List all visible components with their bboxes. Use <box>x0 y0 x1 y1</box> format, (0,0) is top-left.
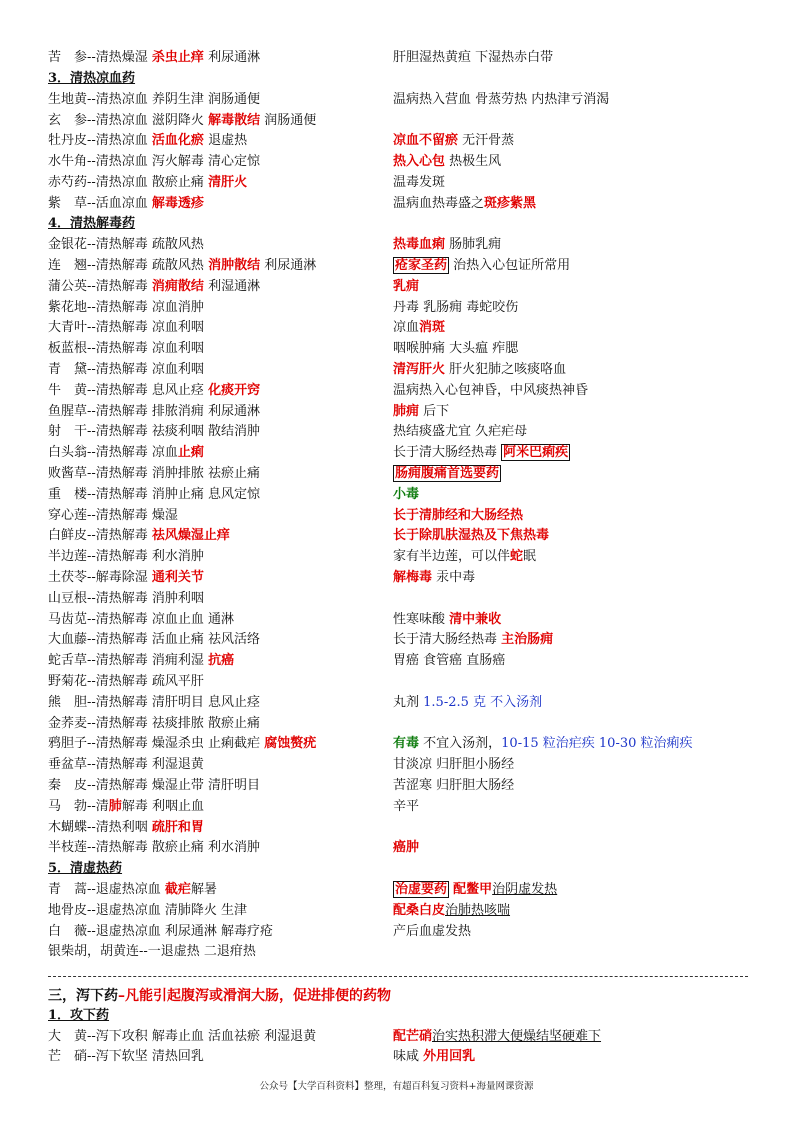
herb-effects <box>48 547 204 567</box>
herb-effects <box>48 90 260 110</box>
emphasis-text: 疮家圣药 <box>395 258 448 273</box>
text-segment: 鸦胆子--清热解毒 燥湿杀虫 止痢截疟 <box>48 736 265 751</box>
herb-notes <box>393 464 501 484</box>
emphasis-text: 消痈散结 <box>151 279 204 294</box>
emphasis-text: 治肺热咳喘 <box>445 903 511 918</box>
emphasis-text: 消斑 <box>419 320 446 335</box>
herb-row <box>48 818 748 838</box>
herb-row <box>48 235 748 255</box>
text-segment: 苦 参--清热燥湿 <box>48 50 152 65</box>
emphasis-text: 清肝火 <box>208 175 248 190</box>
text-segment: 辛平 <box>393 799 420 814</box>
emphasis-text: 化痰开窍 <box>208 383 261 398</box>
herb-row <box>48 443 748 463</box>
subheading-clear-deficiency-heat: 5．清虚热药 <box>48 861 123 876</box>
herb-notes <box>393 901 510 921</box>
text-segment: 产后血虚发热 <box>393 924 472 939</box>
herb-effects <box>48 630 260 650</box>
text-segment: 山豆根--清热解毒 消肿利咽 <box>48 591 204 606</box>
herb-notes <box>393 152 501 172</box>
herb-row <box>48 111 748 131</box>
text-segment: 汞中毒 <box>432 570 476 585</box>
herb-effects <box>48 776 260 796</box>
subheading-clear-heat-detox: 4．清热解毒药 <box>48 216 136 231</box>
emphasis-text: 主治肠痈 <box>501 632 554 647</box>
text-segment: 牛 黄--清热解毒 息风止痉 <box>48 383 209 398</box>
herb-notes <box>393 381 588 401</box>
text-segment: 赤芍药--清热凉血 散瘀止痛 <box>48 175 209 190</box>
text-segment: 马齿苋--清热解毒 凉血止血 通淋 <box>48 612 235 627</box>
text-segment: 土茯苓--解毒除湿 <box>48 570 152 585</box>
text-segment: 水牛角--清热凉血 泻火解毒 清心定惊 <box>48 154 261 169</box>
herb-effects <box>48 755 204 775</box>
emphasis-text: 清泻肝火 <box>393 362 446 377</box>
herb-row <box>48 152 748 172</box>
herb-notes <box>393 797 419 817</box>
herb-row <box>48 48 748 68</box>
herb-notes <box>393 734 693 754</box>
emphasis-text: 治虚要药 <box>395 882 448 897</box>
emphasis-text: 配鳖甲 <box>453 882 493 897</box>
herb-notes <box>393 339 518 359</box>
text-segment: 紫 草--活血凉血 <box>48 196 152 211</box>
herb-notes <box>393 443 570 463</box>
emphasis-text: 癌肿 <box>393 840 420 855</box>
herb-notes <box>393 630 553 650</box>
herb-effects <box>48 422 260 442</box>
herb-effects <box>48 610 234 630</box>
emphasis-text: 肺 <box>108 799 122 814</box>
herb-effects <box>48 568 204 588</box>
herb-row <box>48 464 748 484</box>
text-segment: 治热入心包证所常用 <box>449 258 571 273</box>
text-segment: 利尿通淋 <box>203 50 261 65</box>
emphasis-text: 10-15 粒治疟疾 10-30 粒治痢疾 <box>501 736 693 751</box>
emphasis-text: 有毒 <box>393 736 420 751</box>
herb-notes <box>393 235 501 255</box>
text-segment: 温病热入营血 骨蒸劳热 内热津亏消渴 <box>393 92 610 107</box>
herb-notes <box>393 693 542 713</box>
herb-row <box>48 901 748 921</box>
herb-row <box>48 360 748 380</box>
herb-row <box>48 526 748 546</box>
text-segment: 金荞麦--清热解毒 祛痰排脓 散瘀止痛 <box>48 716 261 731</box>
herb-row <box>48 173 748 193</box>
herb-row <box>48 318 748 338</box>
text-segment: 蛇舌草--清热解毒 消痈利湿 <box>48 653 209 668</box>
emphasis-text: 通利关节 <box>151 570 204 585</box>
emphasis-text: 凉血不留瘀 <box>393 133 459 148</box>
herb-notes <box>393 131 514 151</box>
herb-effects <box>48 318 204 338</box>
text-segment: 大 黄--泻下攻积 解毒止血 活血祛瘀 利湿退黄 <box>48 1029 317 1044</box>
text-segment: 丸剂 <box>393 695 424 710</box>
herb-effects <box>48 734 316 754</box>
emphasis-text: 小毒 <box>393 487 420 502</box>
herb-row <box>48 610 748 630</box>
herb-effects <box>48 402 260 422</box>
text-segment: 热结痰盛尤宜 久疟疟母 <box>393 424 528 439</box>
herb-effects <box>48 1027 316 1047</box>
herb-row <box>48 589 748 609</box>
section-heading-purgatives <box>48 985 391 1007</box>
emphasis-text: 热毒血痢 <box>393 237 446 252</box>
text-segment: 芒 硝--泻下软坚 清热回乳 <box>48 1049 204 1064</box>
emphasis-text: 腐蚀赘疣 <box>264 736 317 751</box>
herb-row <box>48 1027 748 1047</box>
text-segment: 甘淡凉 归肝胆小肠经 <box>393 757 515 772</box>
text-segment: 青 黛--清热解毒 凉血利咽 <box>48 362 204 377</box>
herb-row <box>48 131 748 151</box>
dashed-separator <box>48 976 748 977</box>
text-segment: 利尿通淋 <box>260 258 317 273</box>
herb-notes <box>393 506 523 526</box>
text-segment: 肠肺乳痈 <box>445 237 502 252</box>
text-segment: 射 干--清热解毒 祛痰利咽 散结消肿 <box>48 424 261 439</box>
herb-notes <box>393 298 518 318</box>
herb-row <box>48 402 748 422</box>
herb-row <box>48 298 748 318</box>
text-segment: 重 楼--清热解毒 消肿止痛 息风定惊 <box>48 487 261 502</box>
emphasis-text: 清中兼收 <box>449 612 502 627</box>
herb-effects <box>48 838 260 858</box>
text-segment: 味咸 <box>393 1049 424 1064</box>
text-segment: 胃癌 食管癌 直肠癌 <box>393 653 506 668</box>
herb-effects <box>48 714 260 734</box>
emphasis-text: 抗癌 <box>208 653 235 668</box>
text-segment: 木蝴蝶--清热利咽 <box>48 820 152 835</box>
herb-notes <box>393 610 501 630</box>
herb-notes <box>393 318 445 338</box>
herb-notes <box>393 526 549 546</box>
herb-row <box>48 838 748 858</box>
text-segment: 解暑 <box>190 882 217 897</box>
herb-row <box>48 547 748 567</box>
text-segment: 热极生风 <box>445 154 502 169</box>
text-segment: 鱼腥草--清热解毒 排脓消痈 利尿通淋 <box>48 404 261 419</box>
herb-row <box>48 506 748 526</box>
herb-notes <box>393 568 475 588</box>
herb-effects <box>48 131 247 151</box>
herb-notes <box>393 48 553 68</box>
herb-effects <box>48 152 260 172</box>
herb-notes <box>393 838 419 858</box>
text-segment: 败酱草--清热解毒 消肿排脓 祛瘀止痛 <box>48 466 261 481</box>
text-segment: 凉血 <box>393 320 420 335</box>
herb-notes <box>393 402 449 422</box>
herb-effects <box>48 339 204 359</box>
herb-row <box>48 693 748 713</box>
herb-row <box>48 797 748 817</box>
herb-effects <box>48 111 316 131</box>
footer-note: 公众号【大学百科资料】整理，有超百科复习资料+海量网课资源 <box>259 1081 534 1092</box>
emphasis-text: 治阴虚发热 <box>492 882 558 897</box>
herb-notes <box>393 880 557 900</box>
herb-row <box>48 880 748 900</box>
herb-effects <box>48 901 247 921</box>
herb-effects <box>48 256 316 276</box>
emphasis-text: 疏肝和胃 <box>151 820 204 835</box>
emphasis-text: 肠痈腹痛首选要药 <box>395 466 500 481</box>
subheading-clear-heat-cool-blood: 3．清热凉血药 <box>48 71 136 86</box>
herb-row <box>48 90 748 110</box>
emphasis-text: 肺痈 <box>393 404 420 419</box>
herb-row <box>48 714 748 734</box>
text-segment: 肝火犯肺之咳痰咯血 <box>445 362 567 377</box>
text-segment: 连 翘--清热解毒 疏散风热 <box>48 258 209 273</box>
text-segment: 白头翁--清热解毒 凉血 <box>48 445 178 460</box>
emphasis-text: 止痢 <box>177 445 204 460</box>
herb-effects <box>48 942 256 962</box>
text-segment: 穿心莲--清热解毒 燥湿 <box>48 508 178 523</box>
emphasis-text: 1.5-2.5 克 不入汤剂 <box>423 695 543 710</box>
herb-row <box>48 651 748 671</box>
herb-effects <box>48 443 204 463</box>
herb-effects <box>48 298 204 318</box>
herb-effects <box>48 173 247 193</box>
text-segment: 半枝莲--清热解毒 散瘀止痛 利水消肿 <box>48 840 261 855</box>
text-segment: 肝胆湿热黄疸 下湿热赤白带 <box>393 50 554 65</box>
text-segment: 半边莲--清热解毒 利水消肿 <box>48 549 204 564</box>
emphasis-text: 治实热积滞大便燥结坚硬难下 <box>432 1029 602 1044</box>
section-title: 三，泻下药 <box>48 988 118 1004</box>
herb-row <box>48 256 748 276</box>
herb-notes <box>393 173 445 193</box>
text-segment: 垂盆草--清热解毒 利湿退黄 <box>48 757 204 772</box>
herb-effects <box>48 589 204 609</box>
text-segment: 温病血热毒盛之 <box>393 196 485 211</box>
text-segment: 生地黄--清热凉血 养阴生津 润肠通便 <box>48 92 261 107</box>
herb-row <box>48 194 748 214</box>
text-segment: 地骨皮--退虚热凉血 清肺降火 生津 <box>48 903 248 918</box>
section-description: 凡能引起腹泻或滑润大肠，促进排便的药物 <box>125 988 391 1004</box>
herb-notes <box>393 277 419 297</box>
emphasis-text: 阿米巴痢疾 <box>503 445 569 460</box>
text-segment: 丹毒 乳肠痈 毒蛇咬伤 <box>393 300 519 315</box>
emphasis-text: 外用回乳 <box>423 1049 476 1064</box>
herb-row <box>48 422 748 442</box>
herb-row <box>48 630 748 650</box>
herb-effects <box>48 651 234 671</box>
text-segment: 不宜入汤剂， <box>419 736 502 751</box>
herb-notes <box>393 547 536 567</box>
emphasis-text: 热入心包 <box>393 154 446 169</box>
text-segment: 板蓝根--清热解毒 凉血利咽 <box>48 341 204 356</box>
herb-effects <box>48 464 260 484</box>
emphasis-text: 截疟 <box>164 882 191 897</box>
text-segment: 无汗骨蒸 <box>458 133 515 148</box>
emphasis-text: 活血化瘀 <box>151 133 204 148</box>
text-segment: 玄 参--清热凉血 滋阴降火 <box>48 113 209 128</box>
emphasis-text: 斑疹紫黑 <box>484 196 537 211</box>
herb-notes <box>393 256 570 276</box>
text-segment: 蒲公英--清热解毒 <box>48 279 152 294</box>
emphasis-text: 祛风燥湿止痒 <box>151 528 230 543</box>
text-segment: 大青叶--清热解毒 凉血利咽 <box>48 320 204 335</box>
text-segment: 白 薇--退虚热凉血 利尿通淋 解毒疗疮 <box>48 924 274 939</box>
herb-effects <box>48 922 273 942</box>
emphasis-text: 乳痈 <box>393 279 420 294</box>
herb-notes <box>393 922 471 942</box>
text-segment: 大血藤--清热解毒 活血止痛 祛风活络 <box>48 632 261 647</box>
text-segment: 利湿通淋 <box>203 279 261 294</box>
emphasis-text: 解毒散结 <box>208 113 261 128</box>
text-segment: 咽喉肿痛 大头瘟 痄腮 <box>393 341 519 356</box>
herb-notes <box>393 90 609 110</box>
herb-row <box>48 776 748 796</box>
emphasis-text: 长于清肺经和大肠经热 <box>393 508 524 523</box>
emphasis-text: 配芒硝 <box>393 1029 433 1044</box>
text-segment: 野菊花--清热解毒 疏风平肝 <box>48 674 204 689</box>
emphasis-text: 解梅毒 <box>393 570 433 585</box>
emphasis-text: 解毒透疹 <box>151 196 204 211</box>
herb-effects <box>48 194 204 214</box>
text-segment: 温毒发斑 <box>393 175 446 190</box>
text-segment: 家有半边莲，可以伴 <box>393 549 511 564</box>
herb-row <box>48 922 748 942</box>
herb-row <box>48 734 748 754</box>
herb-effects <box>48 693 260 713</box>
text-segment: 解毒 利咽止血 <box>121 799 204 814</box>
herb-notes <box>393 194 536 214</box>
herb-effects <box>48 48 260 68</box>
herb-effects <box>48 880 217 900</box>
herb-notes <box>393 755 514 775</box>
text-segment: 秦 皮--清热解毒 燥湿止带 清肝明目 <box>48 778 261 793</box>
herb-effects <box>48 277 260 297</box>
herb-effects <box>48 506 178 526</box>
herb-row <box>48 942 748 962</box>
herb-row <box>48 568 748 588</box>
herb-notes <box>393 1047 475 1067</box>
text-segment: 性寒味酸 <box>393 612 450 627</box>
text-segment: 银柴胡，胡黄连--一退虚热 二退疳热 <box>48 944 256 959</box>
text-segment: 长于清大肠经热毒 <box>393 445 502 460</box>
herb-notes <box>393 422 527 442</box>
text-segment: 苦涩寒 归肝胆大肠经 <box>393 778 515 793</box>
emphasis-text: 消肿散结 <box>208 258 261 273</box>
herb-row <box>48 339 748 359</box>
herb-effects <box>48 526 230 546</box>
text-segment: 后下 <box>419 404 450 419</box>
herb-row <box>48 485 748 505</box>
section-dash: – <box>118 988 125 1004</box>
herb-row <box>48 381 748 401</box>
emphasis-text: 配桑白皮 <box>393 903 446 918</box>
herb-effects <box>48 818 204 838</box>
text-segment: 马 勃--清 <box>48 799 109 814</box>
emphasis-text: 长于除肌肤湿热及下焦热毒 <box>393 528 550 543</box>
herb-effects <box>48 360 204 380</box>
text-segment: 退虚热 <box>203 133 248 148</box>
text-segment: 长于清大肠经热毒 <box>393 632 502 647</box>
herb-row <box>48 1047 748 1067</box>
text-segment: 金银花--清热解毒 疏散风热 <box>48 237 204 252</box>
herb-notes <box>393 360 566 380</box>
herb-effects <box>48 381 260 401</box>
herb-notes <box>393 651 505 671</box>
herb-effects <box>48 485 260 505</box>
herb-notes <box>393 776 514 796</box>
subheading-attack-purge: 1．攻下药 <box>48 1008 110 1023</box>
text-segment: 温病热入心包神昏，中风痰热神昏 <box>393 383 589 398</box>
text-segment: 牡丹皮--清热凉血 <box>48 133 152 148</box>
herb-effects <box>48 672 204 692</box>
herb-notes <box>393 1027 601 1047</box>
text-segment: 青 蒿--退虚热凉血 <box>48 882 165 897</box>
text-segment: 紫花地--清热解毒 凉血消肿 <box>48 300 204 315</box>
text-segment: 白鲜皮--清热解毒 <box>48 528 152 543</box>
text-segment: 熊 胆--清热解毒 清肝明目 息风止痉 <box>48 695 261 710</box>
herb-row <box>48 277 748 297</box>
text-segment: 眠 <box>523 549 537 564</box>
herb-notes <box>393 485 419 505</box>
herb-effects <box>48 235 204 255</box>
herb-row <box>48 755 748 775</box>
text-segment: 润肠通便 <box>260 113 317 128</box>
herb-effects <box>48 797 204 817</box>
emphasis-text: 杀虫止痒 <box>151 50 204 65</box>
herb-row <box>48 672 748 692</box>
emphasis-text: 蛇 <box>510 549 524 564</box>
herb-effects <box>48 1047 204 1067</box>
